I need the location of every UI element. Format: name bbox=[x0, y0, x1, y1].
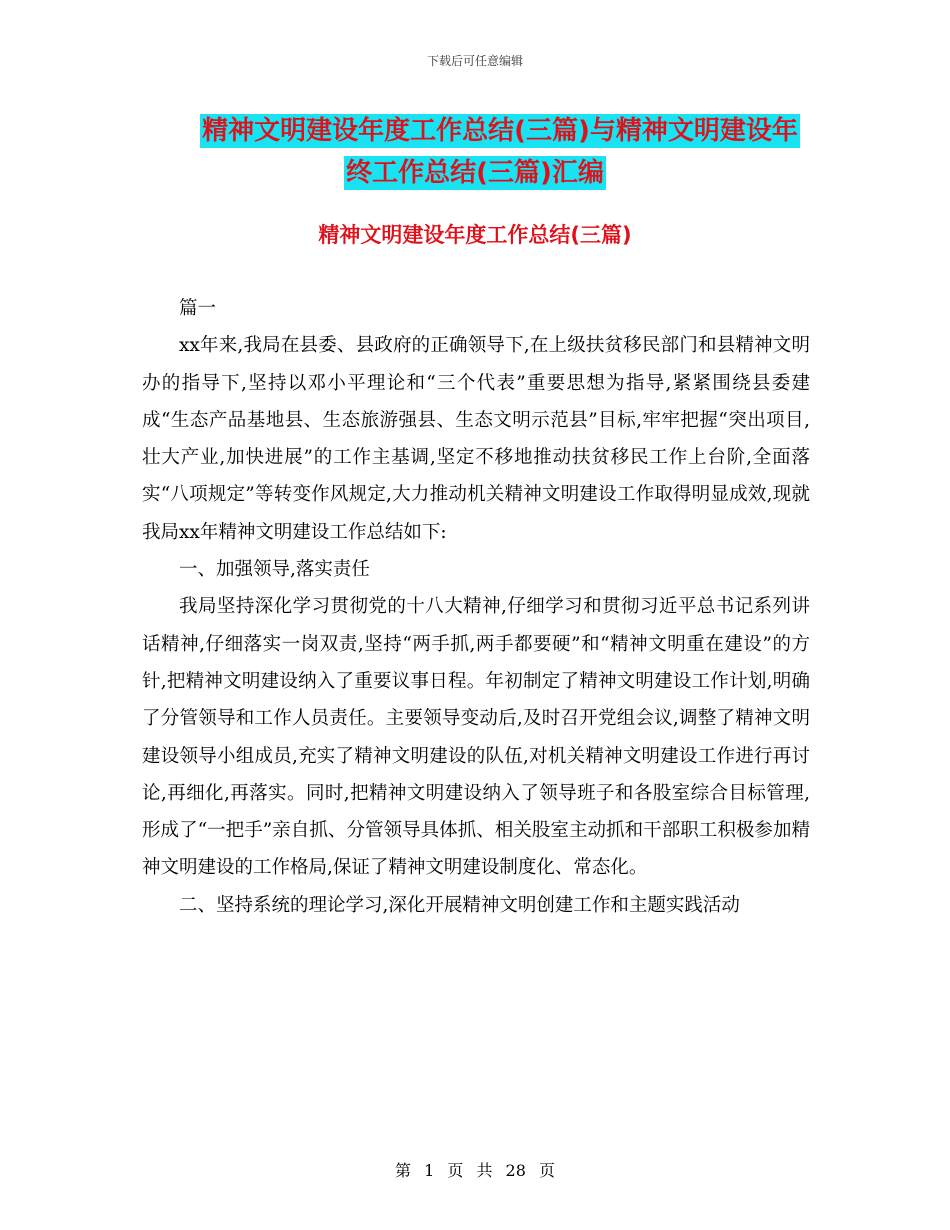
section-title: 精神文明建设年度工作总结(三篇) bbox=[318, 223, 632, 247]
paragraph-heading-1: 一、加强领导,落实责任 bbox=[179, 559, 370, 581]
main-title-line-1 bbox=[25, 113, 950, 149]
paragraph-intro: xx年来,我局在县委、县政府的正确领导下,在上级扶贫移民部门和县精神文明办的指导下,坚持以邓小平理论和“三个代表”重要思想为指导,紧紧围绕县委建成“生态产品基地县、生态旅游强县、生态文明示范县”目标,牢牢把握“突出项目,壮大产业,加快进展”的工作主基调,坚定不移地推动扶贫移民工作上台阶,全面落实“八项规定”等转变作风规定,大力推动机关精神文明建设工作取得明显成效,现就我局xx年精神文明建设工作总结如下: bbox=[142, 335, 810, 543]
paragraph-part-label: 篇一 bbox=[179, 298, 217, 319]
paragraph-body-1: 我局坚持深化学习贯彻党的十八大精神,仔细学习和贯彻习近平总书记系列讲话精神,仔细落实一岗双责,坚持“两手抓,两手都要硬”和“精神文明重在建设”的方针,把精神文明建设纳入了重要议事日程。年初制定了精神文明建设工作计划,明确了分管领导和工作人员责任。主要领导变动后,及时召开党组会议,调整了精神文明建设领导小组成员,充实了精神文明建设的队伍,对机关精神文明建设工作进行再讨论,再细化,再落实。同时,把精神文明建设纳入了领导班子和各股室综合目标管理,形成了“一把手”亲自抓、分管领导具体抓、相关股室主动抓和干部职工积极参加精神文明建设的工作格局,保证了精神文明建设制度化、常态化。 bbox=[142, 596, 810, 879]
paragraph-heading-2: 二、坚持系统的理论学习,深化开展精神文明创建工作和主题实践活动 bbox=[179, 894, 740, 916]
header-note: 下载后可任意编辑 bbox=[426, 54, 523, 68]
main-title-text-2: 终工作总结(三篇)汇编 bbox=[346, 158, 604, 188]
page-footer: 第 1 页 共 28 页 bbox=[395, 1161, 555, 1180]
body-text bbox=[142, 290, 810, 924]
main-title-text-1: 精神文明建设年度工作总结(三篇)与精神文明建设年 bbox=[202, 116, 798, 146]
main-title-line-2 bbox=[0, 155, 950, 191]
